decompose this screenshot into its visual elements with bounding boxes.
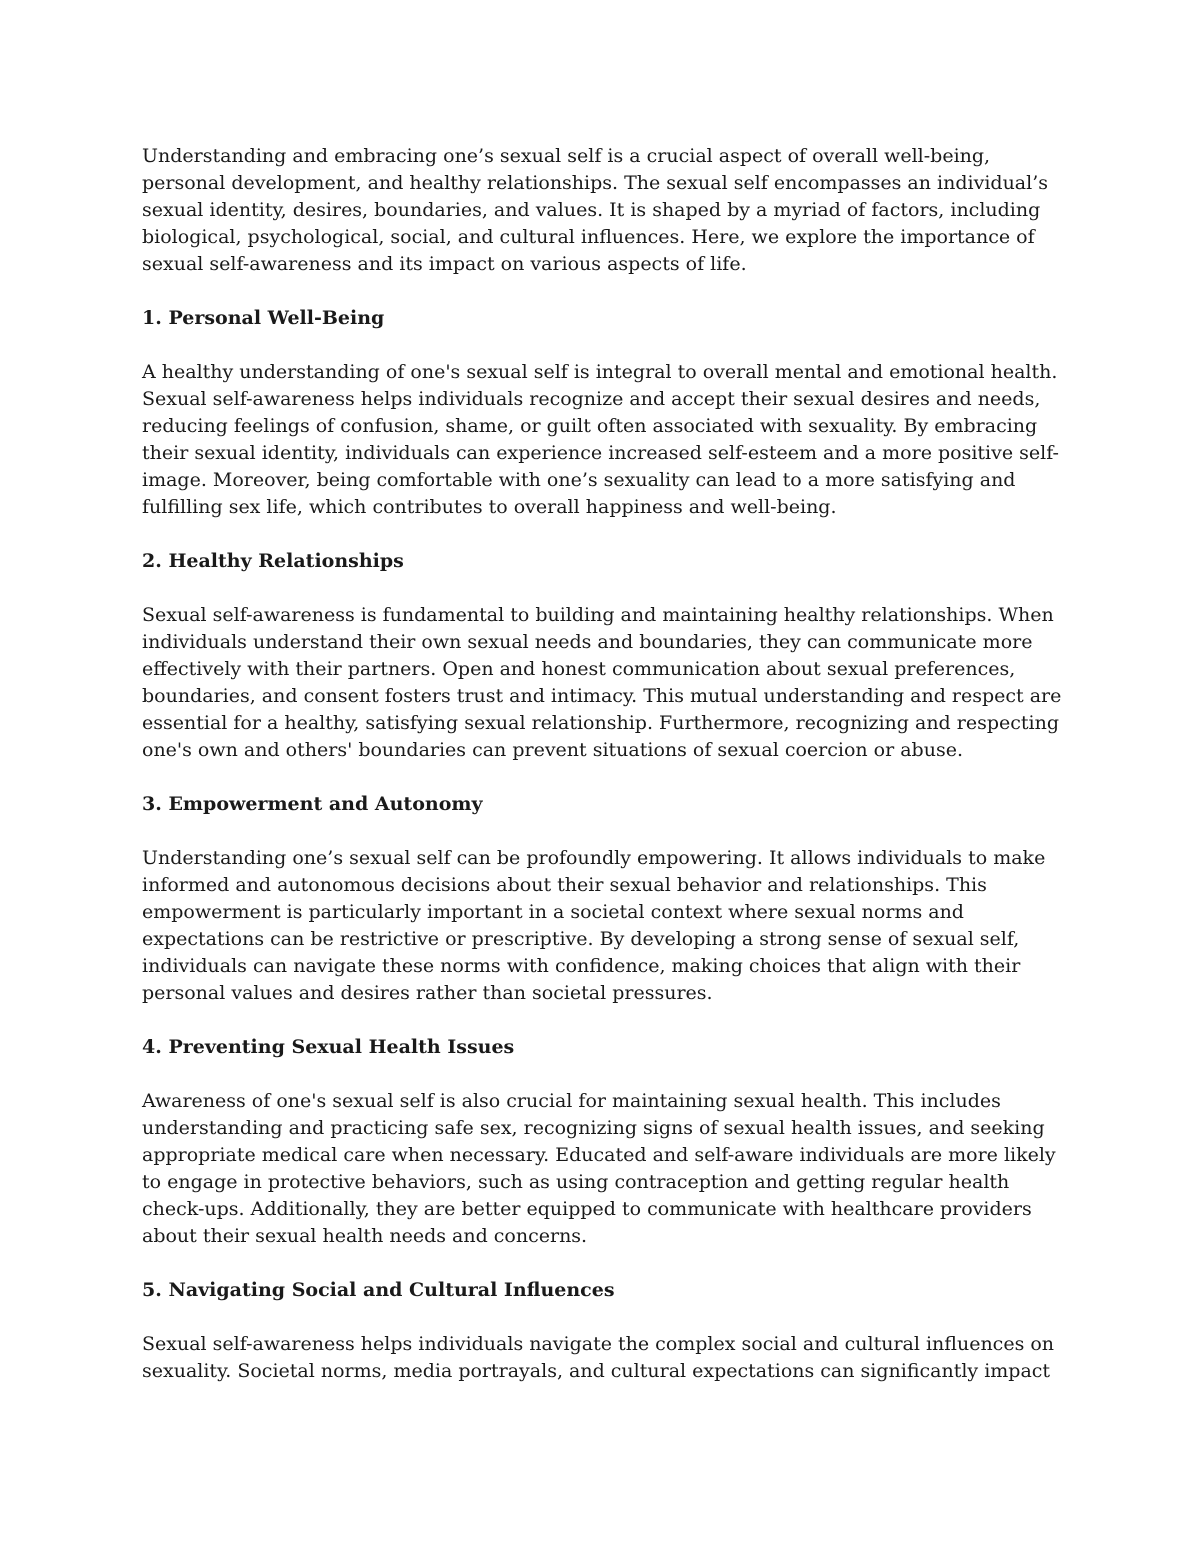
- intro-paragraph: Understanding and embracing one’s sexual self is a crucial aspect of overall well-being, personal development, and healthy relationships. The sexual self encompasses an individual’s sexual identity, desires, boundaries, and values. It is shaped by a myriad of factors, including biological, psychological, social, and cultural influences. Here, we explore the importance of sexual self-awareness and its impact on various aspects of life.: [142, 145, 1048, 275]
- section-body-sexual-health: Awareness of one's sexual self is also crucial for maintaining sexual health. This includes understanding and practicing safe sex, recognizing signs of sexual health issues, and seeking appropriate medical care when necessary. Educated and self-aware individuals are more likely to engage in protective behaviors, such as using contraception and getting regular health check-ups. Additionally, they are better equipped to communicate with healthcare providers about their sexual health needs and concerns.: [142, 1090, 1056, 1247]
- section-heading-social-cultural: 5. Navigating Social and Cultural Influences: [142, 1279, 615, 1301]
- document-body: [142, 143, 1062, 1412]
- section-body-social-cultural: Sexual self-awareness helps individuals navigate the complex social and cultural influences on sexuality. Societal norms, media portrayals, and cultural expectations can significantly impact: [142, 1333, 1055, 1382]
- section-heading-sexual-health: 4. Preventing Sexual Health Issues: [142, 1036, 515, 1058]
- section-heading-healthy-relationships: 2. Healthy Relationships: [142, 550, 404, 572]
- section-body-personal-well-being: A healthy understanding of one's sexual self is integral to overall mental and emotional health. Sexual self-awareness helps individuals recognize and accept their sexual desires and needs, reducing feelings of confusion, shame, or guilt often associated with sexuality. By embracing their sexual identity, individuals can experience increased self-esteem and a more positive self-image. Moreover, being comfortable with one’s sexuality can lead to a more satisfying and fulfilling sex life, which contributes to overall happiness and well-being.: [142, 361, 1059, 518]
- section-heading-empowerment-autonomy: 3. Empowerment and Autonomy: [142, 793, 483, 815]
- section-body-healthy-relationships: Sexual self-awareness is fundamental to building and maintaining healthy relationships. When individuals understand their own sexual needs and boundaries, they can communicate more effectively with their partners. Open and honest communication about sexual preferences, boundaries, and consent fosters trust and intimacy. This mutual understanding and respect are essential for a healthy, satisfying sexual relationship. Furthermore, recognizing and respecting one's own and others' boundaries can prevent situations of sexual coercion or abuse.: [142, 604, 1062, 761]
- section-heading-personal-well-being: 1. Personal Well-Being: [142, 307, 385, 329]
- section-body-empowerment-autonomy: Understanding one’s sexual self can be profoundly empowering. It allows individuals to make informed and autonomous decisions about their sexual behavior and relationships. This empowerment is particularly important in a societal context where sexual norms and expectations can be restrictive or prescriptive. By developing a strong sense of sexual self, individuals can navigate these norms with confidence, making choices that align with their personal values and desires rather than societal pressures.: [142, 847, 1046, 1004]
